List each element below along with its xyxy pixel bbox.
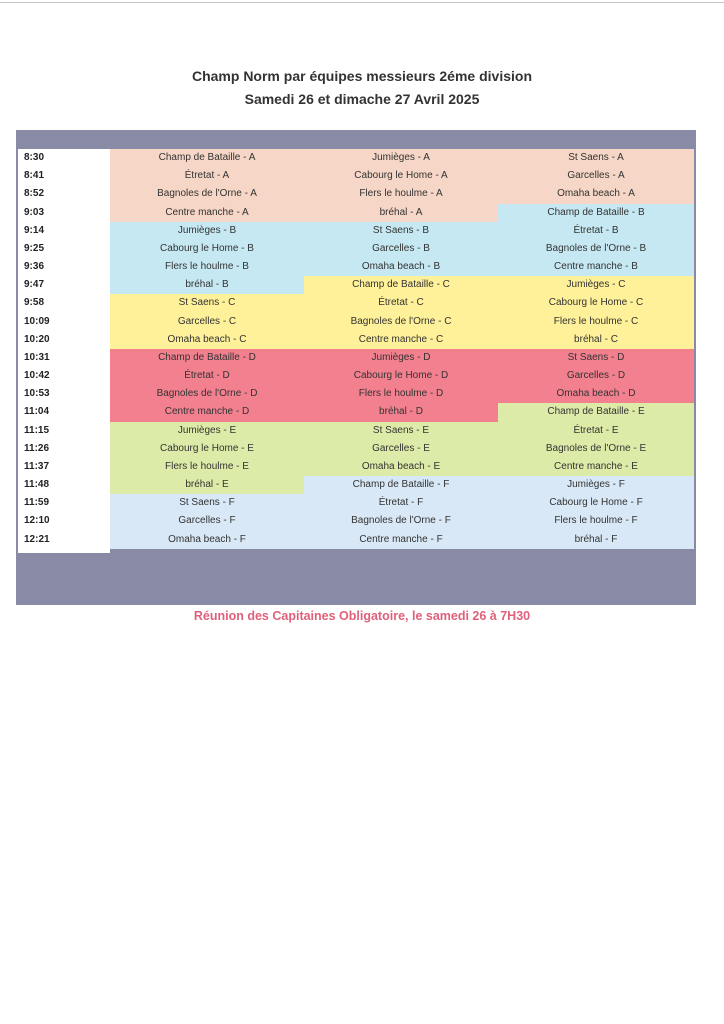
schedule-row: [18, 222, 694, 240]
match-cell: Flers le houlme - D: [304, 385, 498, 403]
time-slot: 11:04: [24, 406, 50, 418]
match-cell: Omaha beach - F: [110, 531, 304, 549]
schedule-row: [18, 149, 694, 167]
match-cell: bréhal - D: [304, 403, 498, 421]
match-cell: St Saens - E: [304, 422, 498, 440]
time-slot: 9:36: [24, 261, 45, 273]
schedule-row: [18, 476, 694, 494]
match-cell: Cabourg le Home - B: [110, 240, 304, 258]
schedule-row: [18, 276, 694, 294]
schedule-row: [18, 385, 694, 403]
match-cell: Centre manche - C: [304, 331, 498, 349]
schedule-row: [18, 294, 694, 312]
schedule-row: [18, 349, 694, 367]
time-slot: 8:52: [24, 188, 45, 200]
match-cell: Bagnoles de l'Orne - D: [110, 385, 304, 403]
captains-meeting-note: Réunion des Capitaines Obligatoire, le samedi 26 à 7H30: [193, 609, 531, 623]
match-cell: Champ de Bataille - F: [304, 476, 498, 494]
time-slot: 10:20: [24, 333, 50, 345]
schedule-row: [18, 167, 694, 185]
match-cell: Cabourg le Home - E: [110, 440, 304, 458]
match-cell: Cabourg le Home - C: [498, 294, 694, 312]
match-cell: Cabourg le Home - D: [304, 367, 498, 385]
time-slot: 11:26: [24, 442, 50, 454]
time-slot: 9:58: [24, 297, 45, 309]
match-cell: Centre manche - B: [498, 258, 694, 276]
match-cell: Champ de Bataille - B: [498, 204, 694, 222]
match-cell: Bagnoles de l'Orne - F: [304, 512, 498, 530]
schedule-row: [18, 458, 694, 476]
match-cell: Garcelles - A: [498, 167, 694, 185]
top-divider: [0, 2, 724, 3]
match-cell: bréhal - C: [498, 331, 694, 349]
page-subtitle-dates: Samedi 26 et dimache 27 Avril 2025: [244, 91, 480, 107]
schedule-row: [18, 367, 694, 385]
match-cell: Omaha beach - D: [498, 385, 694, 403]
match-cell: bréhal - A: [304, 204, 498, 222]
match-cell: Étretat - C: [304, 294, 498, 312]
match-cell: Omaha beach - E: [304, 458, 498, 476]
match-cell: Garcelles - E: [304, 440, 498, 458]
match-cell: Étretat - E: [498, 422, 694, 440]
schedule-grid: [18, 149, 694, 549]
match-cell: Étretat - D: [110, 367, 304, 385]
schedule-row: [18, 204, 694, 222]
time-slot: 10:09: [24, 315, 50, 327]
match-cell: Champ de Bataille - C: [304, 276, 498, 294]
match-cell: Champ de Bataille - A: [110, 149, 304, 167]
match-cell: Étretat - F: [304, 494, 498, 512]
match-cell: Jumièges - F: [498, 476, 694, 494]
schedule-row: [18, 403, 694, 421]
match-cell: Étretat - A: [110, 167, 304, 185]
match-cell: Jumièges - A: [304, 149, 498, 167]
match-cell: Flers le houlme - A: [304, 185, 498, 203]
schedule-row: [18, 240, 694, 258]
match-cell: Jumièges - C: [498, 276, 694, 294]
time-slot: 11:48: [24, 479, 50, 491]
match-cell: Flers le houlme - E: [110, 458, 304, 476]
match-cell: St Saens - B: [304, 222, 498, 240]
match-cell: bréhal - B: [110, 276, 304, 294]
match-cell: Étretat - B: [498, 222, 694, 240]
match-cell: bréhal - F: [498, 531, 694, 549]
match-cell: Flers le houlme - C: [498, 313, 694, 331]
schedule-row: [18, 531, 694, 549]
time-slot: 10:42: [24, 370, 50, 382]
schedule-row: [18, 258, 694, 276]
schedule-row: [18, 422, 694, 440]
schedule-row: [18, 313, 694, 331]
time-slot: 11:59: [24, 497, 50, 509]
match-cell: Jumièges - D: [304, 349, 498, 367]
time-slot: 12:21: [24, 533, 50, 545]
match-cell: Jumièges - B: [110, 222, 304, 240]
match-cell: Centre manche - E: [498, 458, 694, 476]
match-cell: St Saens - C: [110, 294, 304, 312]
time-slot: 11:15: [24, 424, 50, 436]
match-cell: Garcelles - C: [110, 313, 304, 331]
match-cell: Bagnoles de l'Orne - E: [498, 440, 694, 458]
match-cell: Centre manche - F: [304, 531, 498, 549]
time-slot: 8:41: [24, 170, 45, 182]
match-cell: Jumièges - E: [110, 422, 304, 440]
match-cell: Flers le houlme - F: [498, 512, 694, 530]
match-cell: Cabourg le Home - F: [498, 494, 694, 512]
match-cell: St Saens - D: [498, 349, 694, 367]
time-slot: 9:25: [24, 242, 45, 254]
time-slot: 10:53: [24, 388, 50, 400]
match-cell: Omaha beach - B: [304, 258, 498, 276]
match-cell: Garcelles - F: [110, 512, 304, 530]
match-cell: Champ de Bataille - E: [498, 403, 694, 421]
match-cell: Centre manche - A: [110, 204, 304, 222]
schedule-row: [18, 331, 694, 349]
match-cell: Champ de Bataille - D: [110, 349, 304, 367]
time-slot: 9:47: [24, 279, 45, 291]
time-slot: 12:10: [24, 515, 50, 527]
match-cell: Bagnoles de l'Orne - C: [304, 313, 498, 331]
time-slot: 9:14: [24, 224, 45, 236]
match-cell: Flers le houlme - B: [110, 258, 304, 276]
time-slot: 9:03: [24, 206, 45, 218]
schedule-row: [18, 494, 694, 512]
schedule-row: [18, 185, 694, 203]
match-cell: Omaha beach - C: [110, 331, 304, 349]
match-cell: St Saens - F: [110, 494, 304, 512]
schedule-sheet: [16, 130, 696, 605]
time-slot: 10:31: [24, 351, 50, 363]
match-cell: Garcelles - D: [498, 367, 694, 385]
match-cell: bréhal - E: [110, 476, 304, 494]
time-slot: 8:30: [24, 152, 45, 163]
match-cell: Garcelles - B: [304, 240, 498, 258]
page-title: Champ Norm par équipes messieurs 2éme division: [191, 68, 532, 84]
match-cell: Centre manche - D: [110, 403, 304, 421]
schedule-row: [18, 440, 694, 458]
match-cell: Bagnoles de l'Orne - A: [110, 185, 304, 203]
match-cell: St Saens - A: [498, 149, 694, 167]
match-cell: Cabourg le Home - A: [304, 167, 498, 185]
match-cell: Omaha beach - A: [498, 185, 694, 203]
time-slot: 11:37: [24, 460, 50, 472]
schedule-row: [18, 512, 694, 530]
match-cell: Bagnoles de l'Orne - B: [498, 240, 694, 258]
